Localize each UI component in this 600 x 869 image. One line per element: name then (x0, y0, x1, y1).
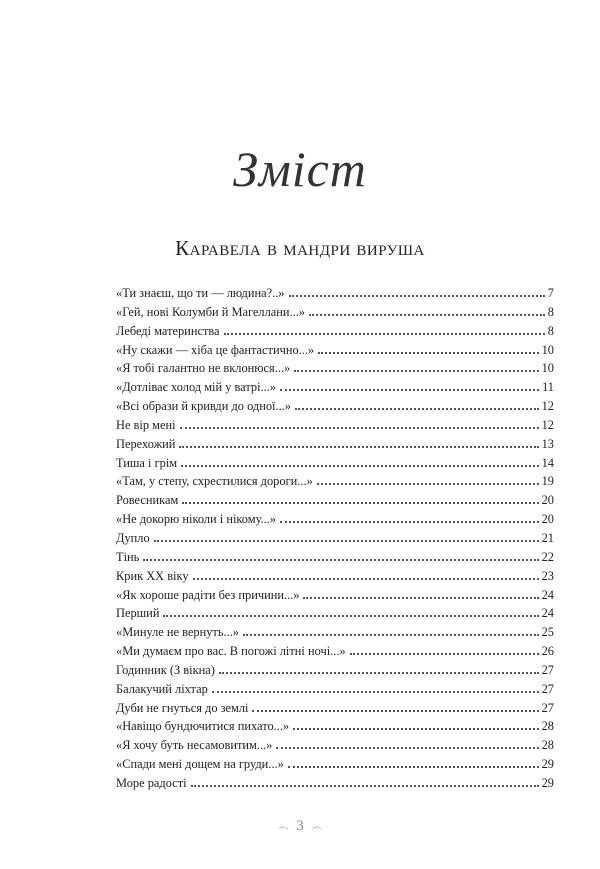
toc-entry-title: «Минуле не вернуть...» (116, 625, 239, 640)
toc-entry-page: 12 (541, 417, 554, 432)
dot-leader (289, 295, 545, 297)
dot-leader (252, 710, 538, 712)
toc-entry-title: «Дотліває холод мій у ватрі...» (116, 380, 277, 395)
toc-entry-page: 26 (541, 644, 554, 659)
toc-entry-title: «Там, у степу, схрестилися дороги...» (116, 474, 313, 489)
page-number: 3 (296, 818, 304, 834)
toc-entry[interactable] (116, 418, 554, 437)
toc-entry-title: Дупло (116, 530, 150, 545)
toc-entry-page: 20 (541, 493, 554, 508)
dot-leader (309, 314, 545, 316)
dot-leader (303, 597, 538, 599)
toc-entry[interactable] (116, 757, 554, 776)
toc-entry-page: 24 (541, 587, 554, 602)
toc-entry-page: 13 (541, 436, 554, 451)
toc-entry-title: Крик XX віку (116, 568, 189, 583)
toc-entry-title: Перший (116, 606, 160, 621)
dot-leader (191, 785, 539, 787)
dot-leader (181, 465, 538, 467)
toc-entry-title: «Навіщо бундючитися пихато...» (116, 719, 290, 734)
toc-entry-title: Тінь (116, 549, 140, 564)
section-heading: Каравела в мандри вируша (175, 236, 425, 260)
toc-entry[interactable] (116, 305, 554, 324)
toc-entry-title: Перехожий (116, 436, 176, 451)
toc-entry-page: 19 (541, 474, 554, 489)
toc-entry-page: 22 (541, 549, 554, 564)
toc-entry-page: 24 (541, 606, 554, 621)
toc-entry-page: 8 (547, 323, 554, 338)
toc-entry[interactable] (116, 550, 554, 569)
toc-entry-title: Дуби не гнуться до землі (116, 700, 249, 715)
toc-entry[interactable] (116, 380, 554, 399)
toc-entry[interactable] (116, 399, 554, 418)
toc-entry[interactable] (116, 361, 554, 380)
toc-entry-page: 20 (541, 512, 554, 527)
toc-entry[interactable] (116, 625, 554, 644)
toc-entry[interactable] (116, 682, 554, 701)
toc-entry-page: 23 (541, 568, 554, 583)
dot-leader (350, 653, 539, 655)
toc-entry[interactable] (116, 474, 554, 493)
toc-entry[interactable] (116, 512, 554, 531)
table-of-contents (116, 286, 554, 795)
dot-leader (180, 427, 539, 429)
dot-leader (317, 483, 539, 485)
toc-entry-page: 27 (541, 681, 554, 696)
toc-entry-title: «Ну скажи — хіба це фантастично...» (116, 342, 315, 357)
dot-leader (243, 634, 539, 636)
dot-leader (224, 333, 545, 335)
toc-entry-page: 27 (541, 700, 554, 715)
toc-entry[interactable] (116, 343, 554, 362)
toc-entry-title: «Як хороше радіти без причини...» (116, 587, 300, 602)
toc-entry[interactable] (116, 663, 554, 682)
dot-leader (318, 352, 538, 354)
toc-entry-title: Балакучий ліхтар (116, 681, 208, 696)
toc-entry[interactable] (116, 719, 554, 738)
dot-leader (293, 728, 538, 730)
page-footer (0, 818, 600, 835)
toc-entry[interactable] (116, 456, 554, 475)
ornament-left-icon: ෴ (278, 821, 289, 833)
toc-entry-title: «Я хочу буть несамовитим...» (116, 738, 273, 753)
toc-entry-title: «Гей, нові Колумби й Магеллани...» (116, 304, 306, 319)
toc-entry-title: «Спади мені дощем на груди...» (116, 757, 284, 772)
toc-entry-page: 14 (541, 455, 554, 470)
toc-entry-page: 29 (541, 775, 554, 790)
toc-entry[interactable] (116, 588, 554, 607)
toc-entry-page: 8 (547, 304, 554, 319)
ornament-right-icon: ෴ (311, 821, 322, 833)
toc-entry-page: 12 (541, 399, 554, 414)
toc-entry-title: Не вір мені (116, 417, 176, 432)
toc-entry-page: 25 (541, 625, 554, 640)
toc-entry-page: 10 (541, 361, 554, 376)
toc-entry-title: «Ти знаєш, що ти — людина?..» (116, 286, 285, 300)
toc-entry[interactable] (116, 324, 554, 343)
toc-entry-title: «Я тобі галантно не вклонюся...» (116, 361, 291, 376)
toc-entry-title: Тиша і грім (116, 455, 178, 470)
toc-entry-title: «Не докорю ніколи і нікому...» (116, 512, 277, 527)
dot-leader (182, 502, 538, 504)
toc-entry[interactable] (116, 437, 554, 456)
toc-entry[interactable] (116, 569, 554, 588)
toc-entry-title: «Всі образи й кривди до одної...» (116, 399, 291, 414)
dot-leader (179, 446, 538, 448)
dot-leader (193, 578, 539, 580)
toc-entry-page: 11 (542, 380, 554, 395)
toc-entry-title: Лебеді материнства (116, 323, 220, 338)
toc-entry-page: 28 (541, 738, 554, 753)
dot-leader (276, 747, 538, 749)
dot-leader (288, 766, 539, 768)
dot-leader (294, 370, 538, 372)
dot-leader (143, 559, 538, 561)
toc-entry-title: Море радості (116, 775, 187, 790)
toc-entry-page: 7 (547, 286, 554, 300)
toc-entry[interactable] (116, 606, 554, 625)
toc-entry-title: Годинник (З вікна) (116, 662, 215, 677)
dot-leader (163, 615, 538, 617)
toc-entry-page: 28 (541, 719, 554, 734)
toc-entry-page: 10 (541, 342, 554, 357)
dot-leader (154, 540, 539, 542)
dot-leader (295, 408, 539, 410)
toc-entry-title: Ровесникам (116, 493, 179, 508)
toc-entry[interactable] (116, 776, 554, 795)
dot-leader (212, 691, 539, 693)
toc-entry[interactable] (116, 738, 554, 757)
dot-leader (280, 521, 539, 523)
dot-leader (280, 389, 539, 391)
toc-entry[interactable] (116, 286, 554, 305)
toc-entry[interactable] (116, 701, 554, 720)
toc-entry[interactable] (116, 493, 554, 512)
toc-entry[interactable] (116, 531, 554, 550)
toc-entry-title: «Ми думаєм про вас. В погожі літні ночі...» (116, 644, 346, 659)
toc-entry-page: 21 (541, 530, 554, 545)
dot-leader (219, 672, 539, 674)
toc-entry[interactable] (116, 644, 554, 663)
toc-entry-page: 27 (541, 662, 554, 677)
page-title: Зміст (233, 141, 367, 197)
toc-entry-page: 29 (541, 757, 554, 772)
